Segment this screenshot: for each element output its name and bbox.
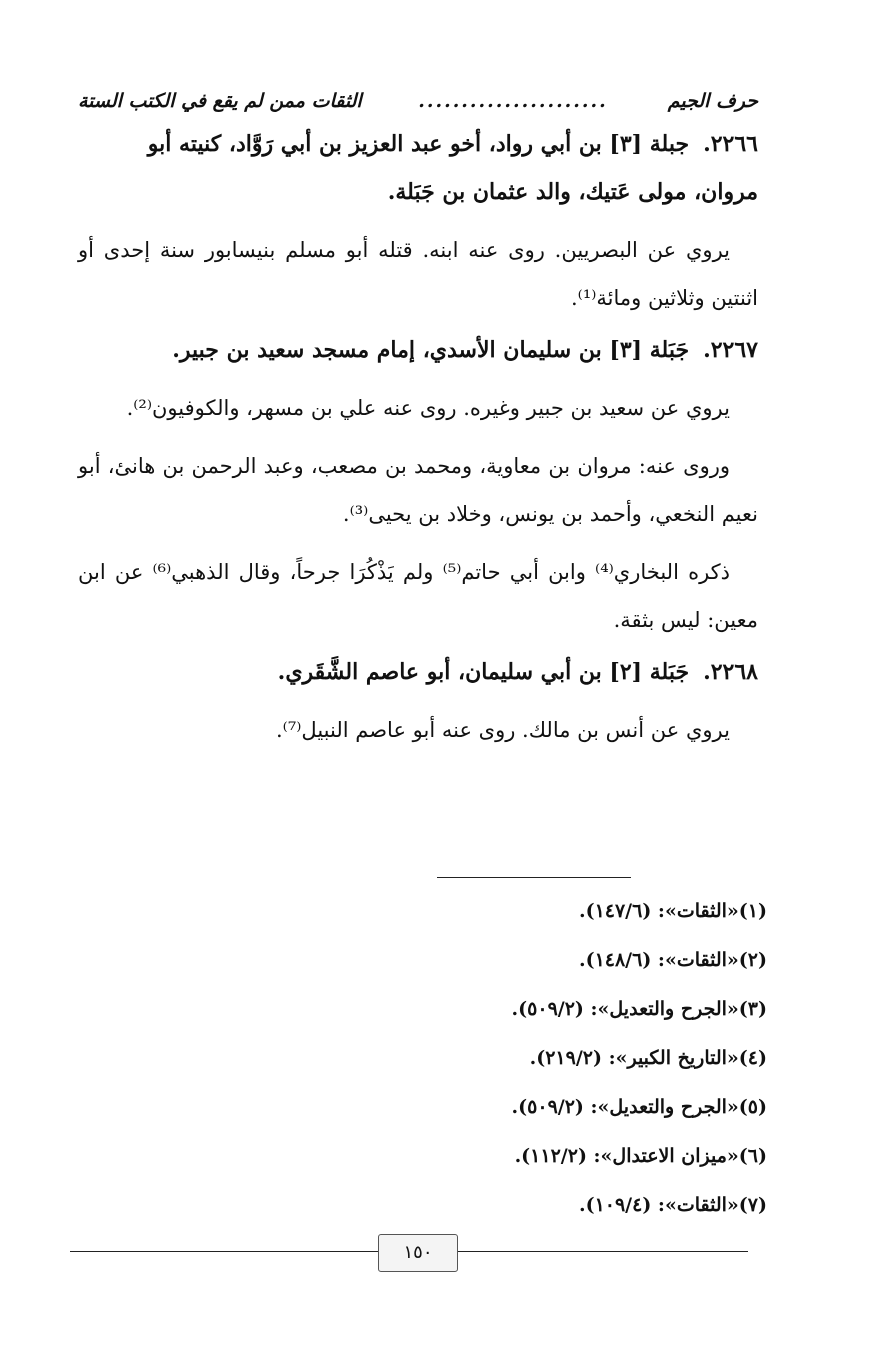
footnote-6: (٦)«ميزان الاعتدال»: (١١٢/٢).	[514, 1145, 767, 1167]
chapter-title: حرف الجيم	[667, 90, 758, 112]
footnote-separator	[437, 877, 631, 878]
entry-heading	[78, 648, 758, 696]
entry-paragraph: ذكره البخاري⁽⁴⁾ وابن أبي حاتم⁽⁵⁾ ولم يَذْكُرَا جرحاً، وقال الذهبي⁽⁶⁾ عن ابن معين: ليس بثقة.	[78, 560, 758, 632]
book-title: الثقات ممن لم يقع في الكتب الستة	[78, 90, 362, 112]
footnotes	[347, 893, 767, 1236]
entry-number: ٢٢٦٦.	[703, 131, 758, 157]
entry-number: ٢٢٦٧.	[703, 337, 758, 363]
entry-paragraph: يروي عن أنس بن مالك. روى عنه أبو عاصم النبيل⁽⁷⁾.	[276, 718, 730, 742]
footnote-1: (١)«الثقات»: (١٤٧/٦).	[578, 900, 767, 922]
entry-paragraph: يروي عن البصريين. روى عنه ابنه. قتله أبو مسلم بنيسابور سنة إحدى أو اثنتين وثلاثين ومائة⁽¹⁾.	[78, 238, 758, 310]
entry-heading	[78, 120, 758, 216]
footnote-5: (٥)«الجرح والتعديل»: (٥٠٩/٢).	[511, 1096, 767, 1118]
footnote-2: (٢)«الثقات»: (١٤٨/٦).	[578, 949, 767, 971]
entry-heading	[78, 326, 758, 374]
footnote-7: (٧)«الثقات»: (١٠٩/٤).	[578, 1194, 767, 1216]
entry-heading-text: جبلة [٣] بن أبي رواد، أخو عبد العزيز بن أبي رَوَّاد، كنيته أبو مروان، مولى عَتيك، والد عثمان بن جَبَلة.	[147, 131, 758, 205]
running-header	[78, 86, 758, 116]
entry-paragraph: وروى عنه: مروان بن معاوية، ومحمد بن مصعب، وعبد الرحمن بن هانئ، أبو نعيم النخعي، وأحمد بن يونس، وخلاد بن يحيى⁽³⁾.	[78, 454, 758, 526]
footnote-4: (٤)«التاريخ الكبير»: (٢١٩/٢).	[529, 1047, 767, 1069]
footer-rule-left	[70, 1251, 378, 1252]
page-number: ١٥٠	[378, 1234, 458, 1272]
entry-number: ٢٢٦٨.	[703, 659, 758, 685]
entry-2268	[78, 648, 758, 754]
footer-rule-right	[456, 1251, 748, 1252]
entry-paragraph: يروي عن سعيد بن جبير وغيره. روى عنه علي بن مسهر، والكوفيون⁽²⁾.	[126, 396, 730, 420]
page-body	[78, 86, 758, 754]
entry-heading-text: جَبَلة [٢] بن أبي سليمان، أبو عاصم الشَّقَري.	[277, 659, 690, 685]
header-leader-dots: ......................	[418, 90, 608, 112]
entry-2266	[78, 120, 758, 322]
entry-2267	[78, 326, 758, 644]
entry-heading-text: جَبَلة [٣] بن سليمان الأسدي، إمام مسجد سعيد بن جبير.	[172, 337, 690, 363]
footnote-3: (٣)«الجرح والتعديل»: (٥٠٩/٢).	[511, 998, 767, 1020]
